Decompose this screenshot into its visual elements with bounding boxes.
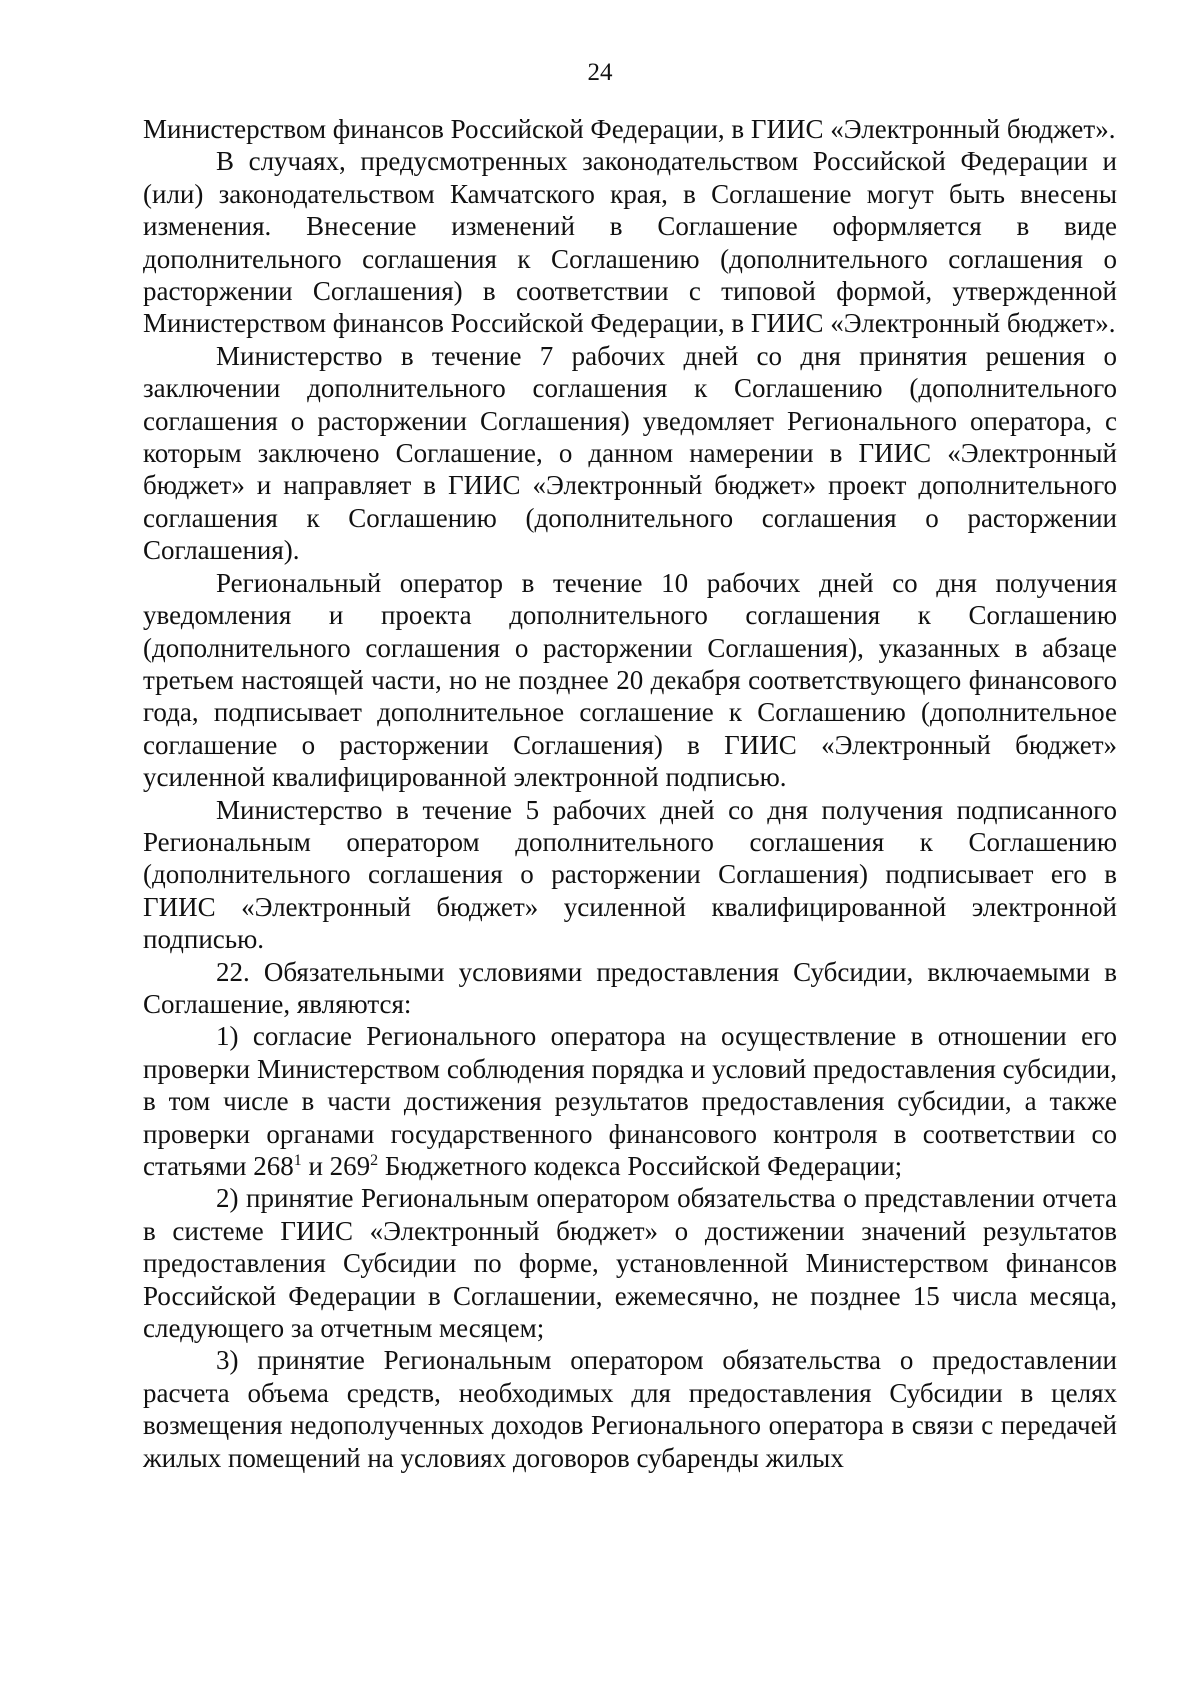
- paragraph-agreement-amendments: В случаях, предусмотренных законодательством Российской Федерации и (или) законодательством Камчатского края, в Соглашение могут быть внесены изменения. Внесение изменений в Соглашение оформляется в виде дополнительного соглашения к Соглашению (дополнительного соглашения о расторжении Соглашения) в соответствии с типовой формой, утвержденной Министерством финансов Российской Федерации, в ГИИС «Электронный бюджет».: [143, 146, 1117, 339]
- paragraph-operator-signing: Региональный оператор в течение 10 рабочих дней со дня получения уведомления и проекта дополнительного соглашения к Соглашению (дополнительного соглашения о расторжении Соглашения), указанных в абзаце третьем настоящей части, но не позднее 20 декабря соответствующего финансового года, подписывает дополнительное соглашение к Соглашению (дополнительное соглашение о расторжении Соглашения) в ГИИС «Электронный бюджет» усиленной квалифицированной электронной подписью.: [143, 567, 1117, 793]
- paragraph-section-22: 22. Обязательными условиями предоставления Субсидии, включаемыми в Соглашение, являются:: [143, 956, 1117, 1019]
- condition-1-text-middle: и 269: [301, 1151, 371, 1181]
- paragraph-continuation: Министерством финансов Российской Федерации, в ГИИС «Электронный бюджет».: [143, 114, 1116, 144]
- condition-1-text-before: 1) согласие Регионального оператора на осуществление в отношении его проверки Министерством соблюдения порядка и условий предоставления субсидии, в том числе в части достижения результатов предоставления субсидии, а также проверки органами государственного финансового контроля в соответствии со статьями 268: [143, 1021, 1117, 1181]
- paragraph-condition-2: 2) принятие Региональным оператором обязательства о представлении отчета в системе ГИИС «Электронный бюджет» о достижении значений результатов предоставления Субсидии по форме, установленной Министерством финансов Российской Федерации в Соглашении, ежемесячно, не позднее 15 числа месяца, следующего за отчетным месяцем;: [143, 1183, 1117, 1344]
- paragraph-ministry-notification: Министерство в течение 7 рабочих дней со дня принятия решения о заключении дополнительного соглашения к Соглашению (дополнительного соглашения о расторжении Соглашения) уведомляет Регионального оператора, с которым заключено Соглашение, о данном намерении в ГИИС «Электронный бюджет» и направляет в ГИИС «Электронный бюджет» проект дополнительного соглашения к Соглашению (дополнительного соглашения о расторжении Соглашения).: [143, 340, 1117, 566]
- document-body: [143, 113, 1117, 1474]
- footnote-superscript-1: 1: [293, 1152, 302, 1169]
- page-number: 24: [587, 59, 613, 86]
- paragraph-condition-1: [143, 1020, 1117, 1182]
- condition-1-text-after: Бюджетного кодекса Российской Федерации;: [378, 1151, 903, 1181]
- footnote-superscript-2: 2: [370, 1152, 379, 1169]
- paragraph-ministry-signing: Министерство в течение 5 рабочих дней со дня получения подписанного Региональным оператором дополнительного соглашения к Соглашению (дополнительного соглашения о расторжении Соглашения) подписывает его в ГИИС «Электронный бюджет» усиленной квалифицированной электронной подписью.: [143, 794, 1117, 955]
- paragraph-condition-3: 3) принятие Региональным оператором обязательства о предоставлении расчета объема средств, необходимых для предоставления Субсидии в целях возмещения недополученных доходов Регионального оператора в связи с передачей жилых помещений на условиях договоров субаренды жилых: [143, 1345, 1117, 1473]
